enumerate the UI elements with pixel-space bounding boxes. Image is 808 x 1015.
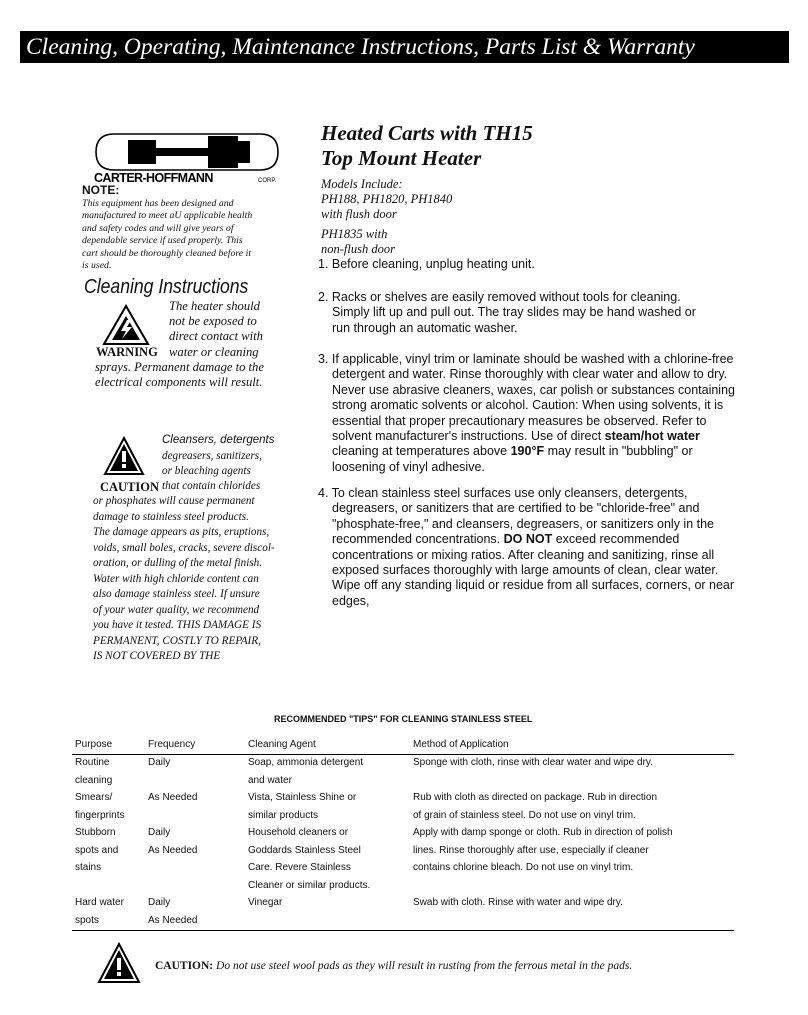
table-cell: cleaning	[75, 774, 113, 786]
models-list-2	[321, 227, 395, 257]
product-title-line: Heated Carts with TH15	[321, 121, 533, 145]
table-row	[413, 824, 673, 877]
note-line: This equipment has been designed and	[82, 198, 234, 209]
step-text: recommended concentrations.	[332, 532, 504, 547]
note-line: is used.	[82, 260, 112, 272]
table-cell: Routine	[75, 757, 110, 768]
footer-caution-label: CAUTION:	[155, 960, 214, 972]
step-line: exposed surfaces thoroughly with large amounts of clean, clear water.	[332, 563, 719, 578]
table-title: RECOMMENDED "TIPS" FOR CLEANING STAINLESS STEEL	[274, 714, 533, 724]
warning-line: not be exposed to	[169, 314, 257, 329]
caution-line: also damage stainless steel. If unsure	[93, 588, 260, 600]
warning-line: The heater should	[169, 299, 260, 313]
table-row	[148, 824, 197, 859]
exclamation-hazard-icon	[97, 942, 141, 984]
model-line: PH188, PH1820, PH1840	[321, 192, 453, 206]
product-title	[321, 121, 533, 171]
model-line: Models Include:	[321, 177, 403, 191]
step-4	[318, 486, 734, 609]
step-line: edges,	[332, 593, 370, 608]
table-cell: Apply with damp sponge or cloth. Rub in direction of polish	[413, 827, 673, 838]
models-list	[321, 177, 452, 222]
step-line: 3. If applicable, vinyl trim or laminate should be washed with a chlorine-free	[318, 352, 734, 366]
caution-first-line: Cleansers, detergents	[162, 434, 275, 446]
step-text: may result in "bubbling" or	[544, 444, 693, 459]
lightning-hazard-icon	[102, 304, 150, 346]
caution-line: IS NOT COVERED BY THE	[93, 650, 221, 662]
table-cell: As Needed	[148, 914, 198, 926]
table-cell: contains chlorine bleach. Do not use on vinyl trim.	[413, 862, 634, 874]
caution-line: or phosphates will cause permanent	[93, 495, 255, 507]
table-cell: As Needed	[148, 844, 198, 856]
table-row	[148, 789, 197, 807]
warning-line: direct contact with	[169, 329, 263, 344]
step-line: loosening of vinyl adhesive.	[332, 459, 485, 474]
table-cell: Sponge with cloth, rinse with clear water and wipe dry.	[413, 757, 653, 768]
table-cell: Vista, Stainless Shine or	[248, 792, 357, 803]
note-text	[82, 198, 252, 272]
table-cell: spots	[75, 914, 99, 926]
step-line: essential that proper precautionary measures be observed. Refer to	[332, 413, 707, 428]
table-cell: Care. Revere Stainless	[248, 862, 351, 874]
step-emphasis: steam/hot water	[604, 429, 700, 444]
caution-line: that contain chlorides	[162, 480, 261, 493]
table-cell: Stubborn	[75, 827, 116, 838]
step-line: detergent and water. Rinse thoroughly with clear water and allow to dry.	[332, 367, 728, 382]
step-line	[318, 532, 734, 547]
table-row	[148, 754, 170, 772]
model-line: PH1835 with	[321, 227, 388, 241]
warning-line: electrical components will result.	[95, 375, 263, 390]
step-1	[318, 257, 535, 272]
table-row	[75, 789, 124, 824]
step-line: Simply lift up and pull out. The tray slides may be hand washed or	[332, 305, 696, 320]
table-cell: Hard water	[75, 897, 124, 908]
document-title: Cleaning, Operating, Maintenance Instructions, Parts List & Warranty	[26, 34, 695, 60]
note-line: and safety codes and will give years of	[82, 222, 234, 234]
note-line: dependable service if used properly. This	[82, 235, 243, 247]
step-3	[318, 352, 735, 475]
table-row	[75, 894, 124, 929]
model-line: with flush door	[321, 207, 397, 221]
section-heading: Cleaning Instructions	[84, 276, 249, 298]
table-cell: Daily	[148, 897, 171, 908]
step-line: concentrations or mixing ratios. After cleaning and sanitizing, rinse all	[332, 547, 715, 562]
column-header-agent: Cleaning Agent	[248, 739, 316, 750]
svg-text:CORP.: CORP.	[258, 178, 277, 184]
caution-line: oration, or dulling of the metal finish.	[93, 557, 263, 569]
table-row	[75, 754, 112, 789]
warning-line: sprays. Permanent damage to the	[95, 360, 264, 374]
table-cell: and water	[248, 774, 292, 786]
step-line: Wipe off any standing liquid or residue from all surfaces, corners, or near	[332, 578, 735, 593]
column-header-frequency: Frequency	[148, 739, 196, 750]
step-line: strong aromatic solvents or alcohol. Caution: When using solvents, it is	[332, 398, 724, 413]
table-row	[413, 894, 623, 912]
table-cell: Swab with cloth. Rinse with water and wipe dry.	[413, 897, 623, 908]
caution-line: PERMANENT, COSTLY TO REPAIR,	[93, 634, 261, 647]
warning-text-right	[169, 299, 263, 360]
step-text: cleaning at temperatures above	[332, 444, 511, 459]
table-row	[413, 789, 657, 824]
column-header-purpose: Purpose	[75, 739, 113, 750]
step-line: 2. Racks or shelves are easily removed without tools for cleaning.	[318, 290, 681, 304]
model-line: non-flush door	[321, 242, 395, 256]
step-line: degreasers, or sanitizers that are certified to be "chloride-free" and	[332, 501, 700, 516]
caution-text-right	[162, 449, 262, 495]
caution-line: Water with high chloride content can	[93, 572, 259, 585]
carter-hoffmann-logo	[92, 128, 282, 188]
table-row	[413, 754, 653, 772]
table-cell: similar products	[248, 809, 319, 821]
caution-label: CAUTION	[100, 480, 160, 494]
exclamation-hazard-icon	[103, 436, 145, 476]
footer-caution-text: Do not use steel wool pads as they will result in rusting from the ferrous metal in the pads.	[213, 960, 633, 972]
step-line: "phosphate-free," and cleansers, degreasers, or sanitizers only in the	[332, 516, 715, 531]
table-cell: Daily	[148, 827, 171, 838]
step-emphasis: 190°F	[510, 444, 545, 459]
table-cell: Household cleaners or	[248, 827, 349, 838]
step-text: solvent manufacturer's instructions. Use of direct	[332, 429, 605, 444]
table-cell: Rub with cloth as directed on package. Rub in direction	[413, 792, 658, 803]
table-cell: Smears/	[75, 792, 113, 803]
table-cell: As Needed	[148, 792, 198, 803]
caution-line: you have it tested. THIS DAMAGE IS	[93, 619, 262, 631]
note-label: NOTE:	[82, 183, 120, 197]
step-line	[318, 429, 735, 444]
warning-label: WARNING	[96, 345, 158, 359]
table-cell: spots and	[75, 844, 119, 856]
table-cell: Soap, ammonia detergent	[248, 757, 364, 768]
caution-line: degreasers, sanitizers,	[162, 450, 262, 462]
table-row	[248, 754, 363, 789]
table-cell: lines. Rinse thoroughly after use, especially if cleaner	[413, 844, 649, 856]
caution-line: damage to stainless steel products.	[93, 510, 249, 523]
table-bottom-rule	[72, 930, 734, 931]
svg-text:CARTER-HOFFMANN: CARTER-HOFFMANN	[94, 171, 213, 185]
table-cell: fingerprints	[75, 809, 125, 821]
table-row	[248, 789, 356, 824]
caution-line: of your water quality, we recommend	[93, 603, 260, 616]
step-text: exceed recommended	[552, 532, 680, 547]
caution-text-bottom	[93, 494, 275, 665]
table-cell: Daily	[148, 757, 171, 768]
step-line: 1. Before cleaning, unplug heating unit.	[318, 257, 535, 271]
product-title-line: Top Mount Heater	[321, 146, 482, 170]
step-line: Never use abrasive cleaners, waxes, car polish or substances containing	[332, 382, 735, 397]
column-header-method: Method of Application	[413, 739, 509, 750]
caution-line: voids, small boles, cracks, severe discol-	[93, 541, 275, 554]
warning-line: water or cleaning	[169, 344, 259, 359]
caution-line: The damage appears as pits, eruptions,	[93, 526, 270, 538]
note-line: cart should be thoroughly cleaned before it	[82, 247, 252, 259]
table-row	[248, 824, 370, 894]
step-line: run through an automatic washer.	[332, 320, 518, 335]
step-line: 4. To clean stainless steel surfaces use only cleansers, detergents,	[318, 486, 688, 500]
table-cell: Goddards Stainless Steel	[248, 844, 361, 856]
table-cell: stains	[75, 862, 102, 874]
step-2	[318, 290, 696, 336]
table-cell: of grain of stainless steel. Do not use on vinyl trim.	[413, 809, 636, 821]
warning-text-bottom	[95, 360, 264, 390]
table-row	[148, 894, 197, 929]
table-row	[248, 894, 282, 912]
table-row	[75, 824, 118, 877]
footer-caution	[155, 960, 632, 972]
table-cell: Cleaner or similar products.	[248, 879, 371, 891]
caution-line: or bleaching agents	[162, 465, 251, 478]
step-emphasis: DO NOT	[503, 532, 553, 547]
table-cell: Vinegar	[248, 897, 283, 908]
step-line	[318, 444, 735, 459]
note-line: manufactured to meet aU applicable health	[82, 210, 253, 222]
